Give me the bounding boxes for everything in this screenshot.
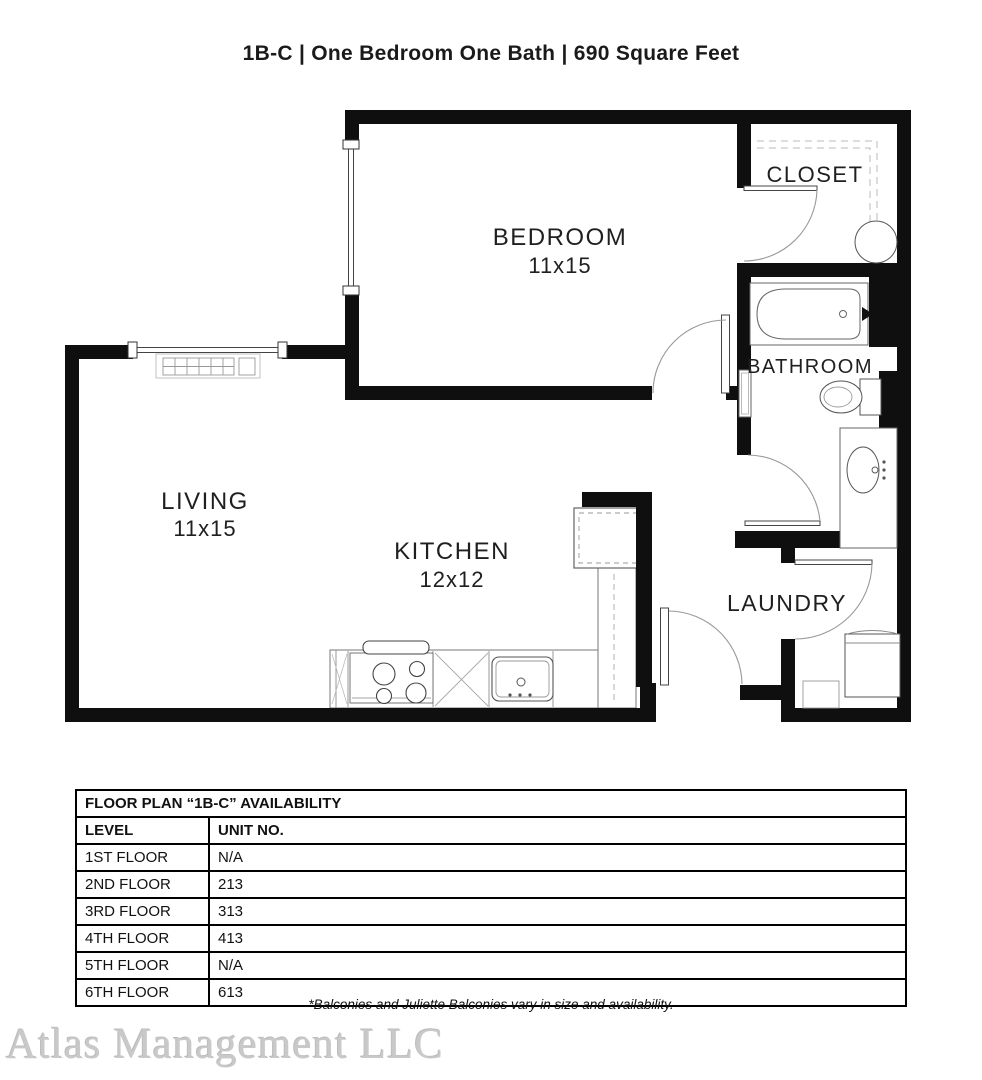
stove-handle	[363, 641, 429, 654]
wall-kitchen-right	[636, 492, 652, 687]
toilet	[820, 379, 881, 415]
entry-door	[661, 608, 743, 685]
wall-bedroom-left-lower	[345, 288, 359, 400]
wall-top	[345, 110, 911, 124]
availability-title: FLOOR PLAN “1B-C” AVAILABILITY	[76, 790, 906, 817]
unit-cell: N/A	[209, 952, 906, 979]
walls	[65, 110, 911, 722]
closet-door-arc	[744, 190, 817, 261]
living-dim: 11x15	[173, 516, 237, 541]
availability-table	[75, 789, 907, 1007]
unit-cell: N/A	[209, 844, 906, 871]
bedroom-dim: 11x15	[528, 253, 592, 278]
bathroom-door-leaf	[745, 521, 820, 526]
level-cell: 6TH FLOOR	[76, 979, 209, 1006]
living-label: LIVING	[161, 488, 249, 515]
level-cell: 2ND FLOOR	[76, 871, 209, 898]
unit-cell: 613	[209, 979, 906, 1006]
toilet-bowl	[820, 381, 862, 413]
wall-right	[897, 110, 911, 722]
balcony-footnote: *Balconies and Juliette Balconies vary in size and availability.	[308, 997, 674, 1012]
kitchen-label: KITCHEN	[394, 538, 510, 565]
wall-toilet-bump	[879, 371, 899, 428]
wall-fridge-stub	[582, 492, 650, 507]
entry-door-arc	[669, 611, 742, 684]
utility-box	[803, 681, 839, 708]
wall-left	[65, 345, 79, 722]
wall-bedroom-closet	[737, 110, 751, 188]
bedroom-door	[653, 315, 730, 393]
closet-label: CLOSET	[766, 162, 864, 187]
wall-closet-bath-divider	[737, 263, 897, 277]
page-title: 1B-C | One Bedroom One Bath | 690 Square Feet	[242, 42, 740, 65]
kitchen-counter-return	[598, 568, 636, 708]
kitchen-dim: 12x12	[419, 567, 485, 592]
burner	[373, 663, 395, 685]
tub-drain	[840, 311, 847, 318]
laundry-label: LAUNDRY	[727, 590, 847, 616]
water-heater	[855, 221, 897, 263]
table-row	[76, 844, 906, 871]
unit-cell: 313	[209, 898, 906, 925]
bathtub	[750, 283, 873, 345]
washer-dryer	[845, 631, 900, 698]
level-cell: 1ST FLOOR	[76, 844, 209, 871]
bedroom-label: BEDROOM	[492, 224, 628, 251]
table-row	[76, 898, 906, 925]
burner	[377, 689, 392, 704]
column-header-level: LEVEL	[76, 817, 209, 844]
burner	[406, 683, 426, 703]
table-row	[76, 925, 906, 952]
bedroom-door-arc	[653, 320, 726, 393]
burner	[410, 662, 425, 677]
bedroom-window	[343, 140, 359, 295]
living-window	[128, 342, 287, 358]
refrigerator	[574, 508, 642, 568]
toilet-tank	[860, 379, 881, 415]
wall-tub-bump	[869, 277, 899, 347]
kitchen-sink	[492, 657, 553, 701]
unit-cell: 413	[209, 925, 906, 952]
column-header-unit: UNIT NO.	[209, 817, 906, 844]
wall-laundry-bottom	[781, 708, 911, 722]
level-cell: 5TH FLOOR	[76, 952, 209, 979]
entry-door-leaf	[661, 608, 669, 685]
table-row	[76, 952, 906, 979]
bathroom-label: BATHROOM	[746, 356, 874, 378]
sink-vanity	[840, 428, 897, 548]
table-row	[76, 871, 906, 898]
availability-title-row	[76, 790, 906, 817]
wall-bottom	[65, 708, 656, 722]
wall-living-top-right	[282, 345, 345, 359]
bathroom-door-arc	[748, 455, 820, 521]
level-cell: 4TH FLOOR	[76, 925, 209, 952]
wall-entry-riser	[640, 683, 656, 722]
unit-cell: 213	[209, 871, 906, 898]
availability-header-row	[76, 817, 906, 844]
wall-laundry-left-stub	[781, 545, 795, 563]
level-cell: 3RD FLOOR	[76, 898, 209, 925]
bedroom-door-leaf	[722, 315, 730, 393]
laundry-door-leaf	[795, 560, 872, 565]
wall-bedroom-bottom	[345, 386, 652, 400]
closet-door	[744, 186, 817, 261]
bathroom-door	[739, 370, 820, 526]
baseboard-heater	[156, 354, 260, 378]
watermark: Atlas Management LLC	[6, 1021, 444, 1068]
